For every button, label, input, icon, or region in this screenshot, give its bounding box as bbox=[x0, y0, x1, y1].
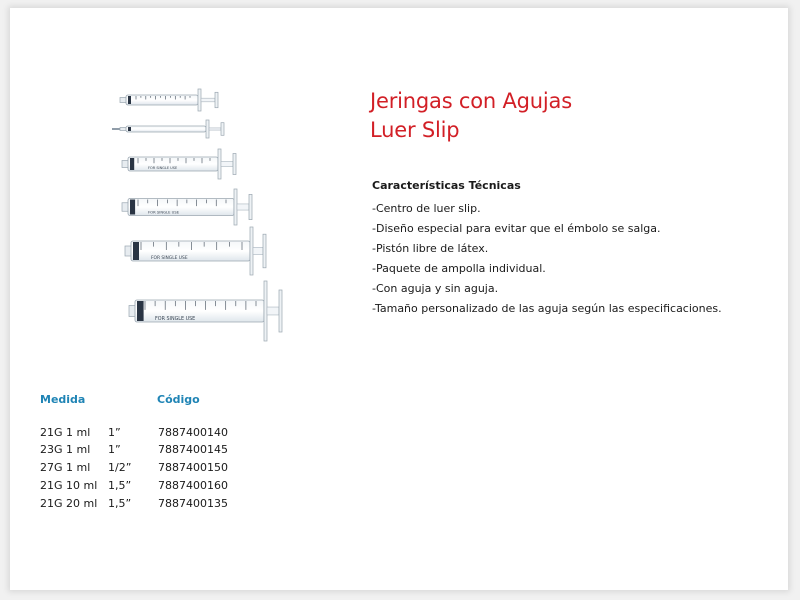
feature-item: -Pistón libre de látex. bbox=[372, 242, 489, 255]
page-title bbox=[370, 87, 572, 145]
syringe-label: FOR SINGLE USE bbox=[155, 317, 196, 322]
syringe bbox=[112, 120, 224, 138]
syringe bbox=[122, 149, 236, 179]
syringe bbox=[125, 227, 266, 275]
syringe-label: FOR SINGLE USE bbox=[151, 256, 188, 261]
cell-code: 7887400145 bbox=[158, 443, 228, 456]
feature-item: -Diseño especial para evitar que el émbolo se salga. bbox=[372, 222, 661, 235]
cell-length: 1” bbox=[108, 443, 121, 456]
syringe-label: FOR SINGLE USE bbox=[148, 166, 178, 170]
cell-code: 7887400150 bbox=[158, 461, 228, 474]
feature-item: -Paquete de ampolla individual. bbox=[372, 262, 546, 275]
column-header-codigo: Código bbox=[157, 393, 200, 406]
cell-gauge-volume: 23G 1 ml bbox=[40, 443, 91, 456]
product-card bbox=[10, 8, 788, 590]
cell-length: 1” bbox=[108, 426, 121, 439]
cell-code: 7887400140 bbox=[158, 426, 228, 439]
feature-item: -Centro de luer slip. bbox=[372, 202, 481, 215]
cell-gauge-volume: 21G 1 ml bbox=[40, 426, 91, 439]
syringe bbox=[129, 281, 282, 341]
syringe-label: FOR SINGLE USE bbox=[148, 210, 180, 215]
cell-gauge-volume: 21G 10 ml bbox=[40, 479, 98, 492]
title-line-2: Luer Slip bbox=[370, 118, 460, 142]
cell-length: 1,5” bbox=[108, 479, 132, 492]
feature-item: -Tamaño personalizado de las aguja según las especificaciones. bbox=[372, 302, 722, 315]
syringe bbox=[120, 89, 218, 111]
feature-item: -Con aguja y sin aguja. bbox=[372, 282, 499, 295]
features-list bbox=[372, 199, 722, 319]
features-section bbox=[372, 179, 722, 319]
cell-gauge-volume: 21G 20 ml bbox=[40, 497, 98, 510]
title-line-1: Jeringas con Agujas bbox=[370, 89, 572, 113]
cell-code: 7887400160 bbox=[158, 479, 228, 492]
features-heading: Características Técnicas bbox=[372, 179, 521, 192]
column-header-medida: Medida bbox=[40, 393, 86, 406]
cell-gauge-volume: 27G 1 ml bbox=[40, 461, 91, 474]
syringe bbox=[122, 189, 252, 225]
cell-code: 7887400135 bbox=[158, 497, 228, 510]
cell-length: 1,5” bbox=[108, 497, 132, 510]
cell-length: 1/2” bbox=[108, 461, 132, 474]
